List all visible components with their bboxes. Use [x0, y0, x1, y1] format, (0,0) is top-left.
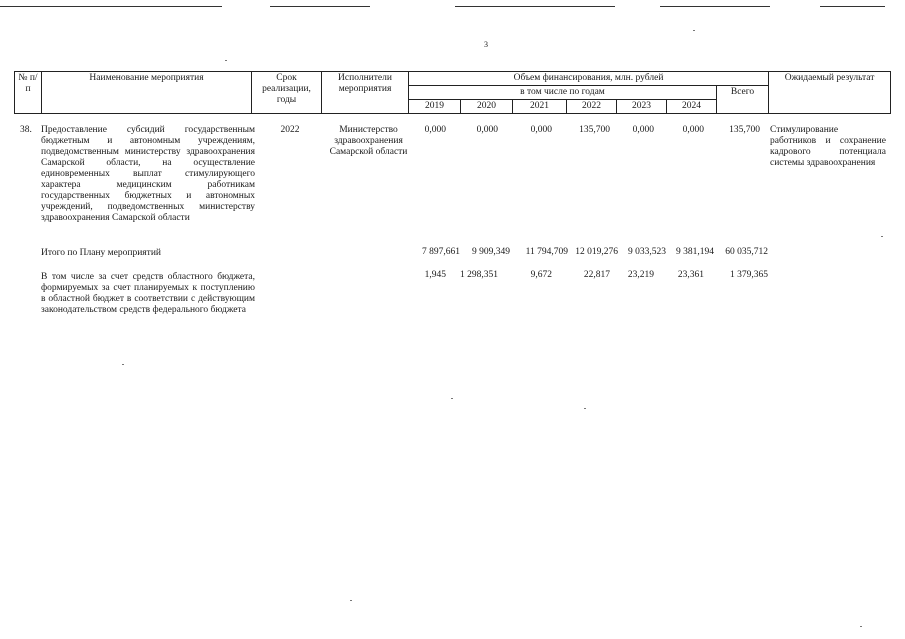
- total-cell: 60 035,712: [725, 247, 768, 257]
- value-cell: 0,000: [476, 125, 498, 135]
- total-cell: 1 379,365: [730, 270, 768, 280]
- header-year: 2024: [667, 100, 717, 114]
- scan-line: [270, 6, 370, 7]
- scan-speck: [693, 30, 695, 31]
- value-cell: 135,700: [579, 125, 610, 135]
- scan-speck: [451, 398, 453, 399]
- header-year: 2020: [461, 100, 513, 114]
- scan-speck: [122, 364, 124, 365]
- scan-line: [660, 6, 770, 7]
- value-cell: 0,000: [424, 125, 446, 135]
- scan-speck: [350, 600, 352, 601]
- row-name: Предоставление субсидий государственным бюджетным и автономным учреждениям, подведомственным министерству здравоохранения Самарской области, на осуществление единовременных выплат стимулирующего характера медицинским работникам государственных бюджетных и автономных учреждений, подведомственных министерству здравоохранения Самарской области: [41, 125, 255, 223]
- value-cell: 22,817: [583, 270, 610, 280]
- value-cell: 23,361: [677, 270, 704, 280]
- value-cell: 9 909,349: [472, 247, 510, 257]
- scan-line: [820, 6, 885, 7]
- header-total: Всего: [717, 86, 769, 114]
- value-cell: 23,219: [627, 270, 654, 280]
- header-performers: Исполнители мероприятия: [322, 72, 409, 114]
- header-year: 2019: [409, 100, 461, 114]
- header-name: Наименование мероприятия: [42, 72, 252, 114]
- row-performers: Министерство здравоохранения Самарской области: [329, 125, 408, 157]
- row-result: Стимулирование работников и сохранение кадрового потенциала системы здравоохранения: [770, 125, 886, 168]
- header-by-years: в том числе по годам: [409, 86, 717, 100]
- including-row-label: В том числе за счет средств областного бюджета, формируемых за счет планируемых к поступлению в областной бюджет в соответствии с действующим законодательством средств федерального бюджета: [41, 272, 255, 315]
- total-row-label: Итого по Плану мероприятий: [41, 248, 161, 258]
- value-cell: 9 033,523: [628, 247, 666, 257]
- scan-speck: [881, 236, 883, 237]
- row-term: 2022: [280, 125, 300, 135]
- page-number: 3: [484, 40, 488, 49]
- scan-line: [0, 6, 222, 7]
- header-result: Ожидаемый результат: [769, 72, 891, 114]
- value-cell: 1,945: [424, 270, 446, 280]
- row-number: 38.: [20, 125, 32, 135]
- header-funding: Объем финансирования, млн. рублей: [409, 72, 769, 86]
- scan-speck: [584, 408, 586, 409]
- scan-line: [455, 6, 615, 7]
- value-cell: 12 019,276: [575, 247, 618, 257]
- value-cell: 7 897,661: [422, 247, 460, 257]
- header-year: 2023: [617, 100, 667, 114]
- header-year: 2022: [567, 100, 617, 114]
- value-cell: 9 381,194: [676, 247, 714, 257]
- value-cell: 9,672: [530, 270, 552, 280]
- value-cell: 0,000: [682, 125, 704, 135]
- value-cell: 0,000: [530, 125, 552, 135]
- header-num: № п/п: [15, 72, 42, 114]
- table-header: [14, 71, 891, 114]
- value-cell: 0,000: [632, 125, 654, 135]
- total-cell: 135,700: [729, 125, 760, 135]
- scan-speck: [860, 626, 862, 627]
- header-term: Срок реализации, годы: [252, 72, 322, 114]
- value-cell: 1 298,351: [460, 270, 498, 280]
- scan-speck: [225, 60, 227, 61]
- value-cell: 11 794,709: [525, 247, 568, 257]
- header-year: 2021: [513, 100, 567, 114]
